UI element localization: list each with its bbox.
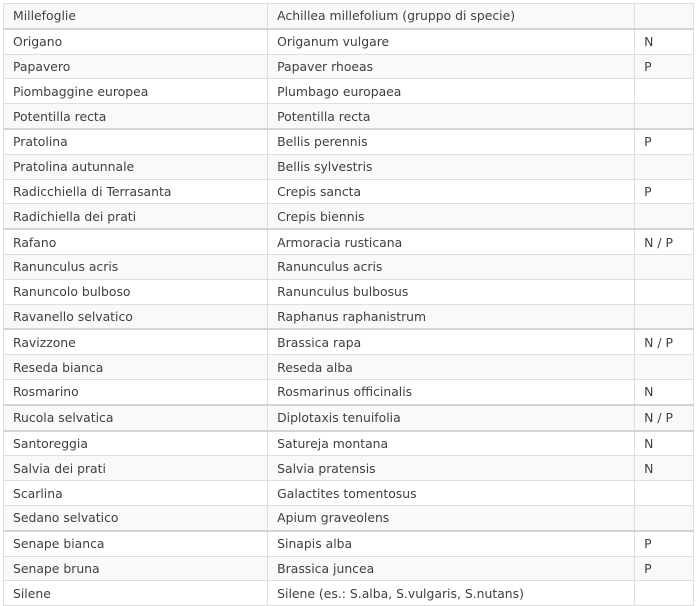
code-cell <box>635 505 694 530</box>
table-row <box>4 129 694 154</box>
table-row <box>4 4 694 29</box>
table-row <box>4 556 694 581</box>
common-name-cell: Ranuncolo bulboso <box>4 279 268 304</box>
common-name-cell: Ravizzone <box>4 329 268 354</box>
common-name-cell: Radicchiella di Terrasanta <box>4 179 268 204</box>
code-cell: N / P <box>635 329 694 354</box>
common-name-cell: Rosmarino <box>4 379 268 404</box>
table-row <box>4 329 694 354</box>
scientific-name-cell: Potentilla recta <box>268 104 635 129</box>
table-row <box>4 204 694 229</box>
common-name-cell: Rafano <box>4 229 268 254</box>
code-cell <box>635 4 694 29</box>
code-cell: N <box>635 29 694 54</box>
scientific-name-cell: Crepis biennis <box>268 204 635 229</box>
code-cell <box>635 254 694 279</box>
table-row <box>4 154 694 179</box>
scientific-name-cell: Armoracia rusticana <box>268 229 635 254</box>
code-cell: P <box>635 556 694 581</box>
common-name-cell: Santoreggia <box>4 431 268 456</box>
table-row <box>4 304 694 329</box>
scientific-name-cell: Bellis sylvestris <box>268 154 635 179</box>
scientific-name-cell: Papaver rhoeas <box>268 54 635 79</box>
table-row <box>4 279 694 304</box>
table-row <box>4 254 694 279</box>
common-name-cell: Millefoglie <box>4 4 268 29</box>
scientific-name-cell: Ranunculus acris <box>268 254 635 279</box>
code-cell <box>635 304 694 329</box>
scientific-name-cell: Achillea millefolium (gruppo di specie) <box>268 4 635 29</box>
common-name-cell: Scarlina <box>4 481 268 506</box>
code-cell <box>635 481 694 506</box>
common-name-cell: Radichiella dei prati <box>4 204 268 229</box>
code-cell: N <box>635 379 694 404</box>
scientific-name-cell: Reseda alba <box>268 355 635 380</box>
scientific-name-cell: Brassica juncea <box>268 556 635 581</box>
table-row <box>4 581 694 606</box>
scientific-name-cell: Brassica rapa <box>268 329 635 354</box>
common-name-cell: Salvia dei prati <box>4 456 268 481</box>
table-row <box>4 481 694 506</box>
code-cell: P <box>635 54 694 79</box>
common-name-cell: Reseda bianca <box>4 355 268 380</box>
common-name-cell: Piombaggine europea <box>4 79 268 104</box>
code-cell: P <box>635 531 694 556</box>
scientific-name-cell: Silene (es.: S.alba, S.vulgaris, S.nutans) <box>268 581 635 606</box>
plant-table <box>3 3 694 606</box>
scientific-name-cell: Ranunculus bulbosus <box>268 279 635 304</box>
scientific-name-cell: Origanum vulgare <box>268 29 635 54</box>
common-name-cell: Senape bianca <box>4 531 268 556</box>
code-cell: N <box>635 431 694 456</box>
common-name-cell: Silene <box>4 581 268 606</box>
table-row <box>4 79 694 104</box>
common-name-cell: Papavero <box>4 54 268 79</box>
common-name-cell: Ranunculus acris <box>4 254 268 279</box>
code-cell: P <box>635 129 694 154</box>
common-name-cell: Pratolina autunnale <box>4 154 268 179</box>
scientific-name-cell: Crepis sancta <box>268 179 635 204</box>
scientific-name-cell: Diplotaxis tenuifolia <box>268 405 635 431</box>
code-cell <box>635 279 694 304</box>
table-row <box>4 104 694 129</box>
code-cell <box>635 204 694 229</box>
table-row <box>4 531 694 556</box>
scientific-name-cell: Rosmarinus officinalis <box>268 379 635 404</box>
table-row <box>4 405 694 431</box>
code-cell <box>635 581 694 606</box>
table-row <box>4 505 694 530</box>
code-cell <box>635 79 694 104</box>
code-cell <box>635 154 694 179</box>
scientific-name-cell: Galactites tomentosus <box>268 481 635 506</box>
common-name-cell: Pratolina <box>4 129 268 154</box>
scientific-name-cell: Plumbago europaea <box>268 79 635 104</box>
common-name-cell: Rucola selvatica <box>4 405 268 431</box>
common-name-cell: Ravanello selvatico <box>4 304 268 329</box>
scientific-name-cell: Sinapis alba <box>268 531 635 556</box>
table-row <box>4 431 694 456</box>
scientific-name-cell: Raphanus raphanistrum <box>268 304 635 329</box>
code-cell <box>635 104 694 129</box>
scientific-name-cell: Apium graveolens <box>268 505 635 530</box>
code-cell: N / P <box>635 405 694 431</box>
table-row <box>4 229 694 254</box>
common-name-cell: Origano <box>4 29 268 54</box>
table-row <box>4 29 694 54</box>
scientific-name-cell: Bellis perennis <box>268 129 635 154</box>
code-cell: N / P <box>635 229 694 254</box>
code-cell <box>635 355 694 380</box>
table-row <box>4 456 694 481</box>
table-row <box>4 355 694 380</box>
scientific-name-cell: Salvia pratensis <box>268 456 635 481</box>
table-row <box>4 54 694 79</box>
common-name-cell: Sedano selvatico <box>4 505 268 530</box>
table-row <box>4 179 694 204</box>
scientific-name-cell: Satureja montana <box>268 431 635 456</box>
common-name-cell: Senape bruna <box>4 556 268 581</box>
common-name-cell: Potentilla recta <box>4 104 268 129</box>
code-cell: N <box>635 456 694 481</box>
code-cell: P <box>635 179 694 204</box>
plant-table-body <box>4 4 694 606</box>
table-row <box>4 379 694 404</box>
